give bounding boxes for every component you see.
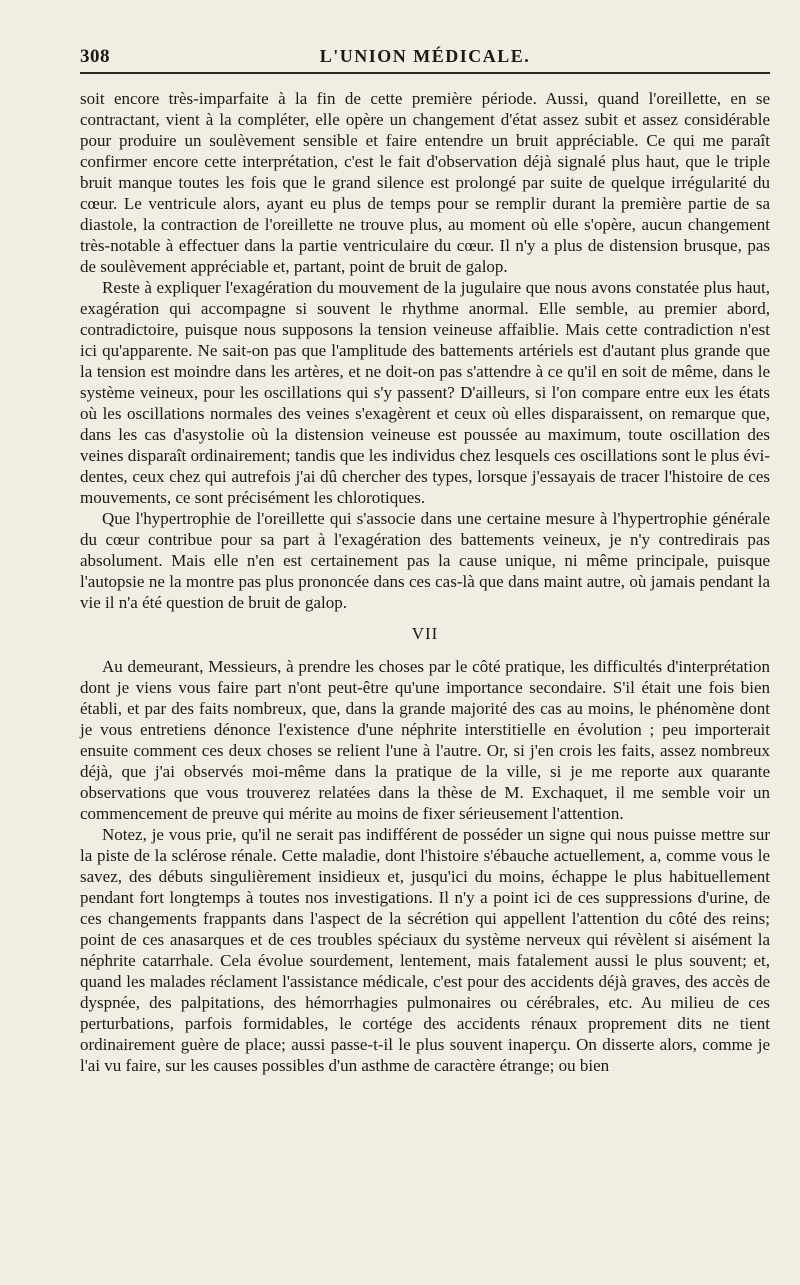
paragraph: Notez, je vous prie, qu'il ne serait pas indifférent de posséder un signe qui nous puisse mettre sur la piste de la sclérose rénale. Cette maladie, dont l'histoire s'ébauche actuellement, a, comme vous le savez, des débuts singulièrement insidieux et, jusqu'ici du moins, échappe le plus habituellement pendant fort longtemps à toutes nos investigations. Il n'y a point ici de ces suppressions d'urine, de ces changements frappants dans l'aspect de la sécrétion qui appellent l'attention du côté des reins; point de ces anasarques et de ces troubles spéciaux du système nerveux qui révèlent si aisément la néphrite catarrhale. Cela évolue sourdement, lentement, mais fatalement aussi le plus souvent; et, quand les malades réclament l'assistance médicale, c'est pour des accidents déjà graves, des accès de dyspnée, des palpitations, des hémorrhagies pulmonaires ou cérébrales, etc. Au milieu de ces perturbations, parfois formidables, le cortége des accidents rénaux proprement dits ne tient ordinairement guère de place; aussi passe-t-il le plus souvent inaperçu. On disserte alors, comme je l'ai vu faire, sur les causes possibles d'un asthme de caractère étrange; ou bien: [80, 825, 770, 1075]
section-heading: VII: [411, 624, 439, 643]
page-header: [80, 38, 770, 74]
paragraph: Au demeurant, Messieurs, à prendre les choses par le côté pratique, les difficultés d'interprétation dont je viens vous faire part n'ont peut-être qu'une importance secondaire. S'il était une fois bien établi, et par des faits nombreux, que, dans la grande majorité des cas au moins, le phénomène dont je vous entretiens dénonce l'existence d'une néphrite interstitielle en évolution ; peu importerait ensuite comment ces deux choses se relient l'une à l'autre. Or, si j'en crois les faits, assez nombreux déjà, que j'ai observés moi-même dans la pratique de la ville, si je me reporte aux quarante observations que vous trouverez relatées dans la thèse de M. Exchaquet, il me semble voir un commencement de preuve qui mérite au moins de fixer sérieusement l'attention.: [80, 657, 770, 823]
paragraph: Reste à expliquer l'exagération du mouvement de la jugulaire que nous avons constatée plus haut, exagération qui accompagne si souvent le rhythme anormal. Elle semble, au premier abord, contradictoire, puisque nous supposons la tension veineuse affaiblie. Mais cette contradiction n'est ici qu'apparente. Ne sait-on pas que l'amplitude des battements artériels est d'autant plus grande que la tension est moindre dans les artères, et ne doit-on pas s'attendre à ce qu'il en soit de même, dans le système veineux, pour les oscillations qui s'y passent? D'ailleurs, si l'on compare entre eux les états où les oscillations normales des veines s'exagèrent et ceux où elles disparaissent, on remarque que, dans les cas d'asystolie où la distension veineuse est poussée au maximum, toute oscillation des veines disparaît ordinairement; tandis que les individus chez lesquels ces oscillations sont le plus évidentes, ceux chez qui autrefois j'ai dû chercher des types, lorsque j'essayais de tracer l'histoire de ces mouvements, ce sont précisément les chlorotiques.: [80, 278, 770, 507]
body-text: [80, 88, 770, 1076]
page-number: 308: [80, 46, 110, 67]
running-title: L'UNION MÉDICALE.: [319, 46, 531, 66]
paragraph: Que l'hypertrophie de l'oreillette qui s'associe dans une certaine mesure à l'hypertrophie générale du cœur contribue pour sa part à l'exagération des battements veineux, je n'y contredirais pas absolument. Mais elle n'en est certainement pas la cause unique, ni même principale, puisque l'autopsie ne la montre pas plus prononcée dans ces cas-là que dans maint autre, où jamais pendant la vie il n'a été question de bruit de galop.: [80, 509, 770, 612]
paragraph: soit encore très-imparfaite à la fin de cette première période. Aussi, quand l'oreillette, en se contractant, vient à la compléter, elle opère un changement d'état assez subit et assez considérable pour produire un soulèvement sensible et faire entendre un bruit appréciable. Ce qui me paraît confirmer encore cette interprétation, c'est le fait d'observation déjà signalé plus haut, que le triple bruit manque toutes les fois que le grand silence est prolongé par suite de quelque irrégularité du cœur. Le ventricule alors, ayant eu plus de temps pour se remplir durant la première partie de sa diastole, la contraction de l'oreillette ne trouve plus, au moment où elle s'opère, aucun changement très-notable à effectuer dans la partie ventriculaire du cœur. Il n'y a plus de distension brusque, pas de soulèvement appréciable et, partant, point de bruit de galop.: [80, 89, 770, 276]
